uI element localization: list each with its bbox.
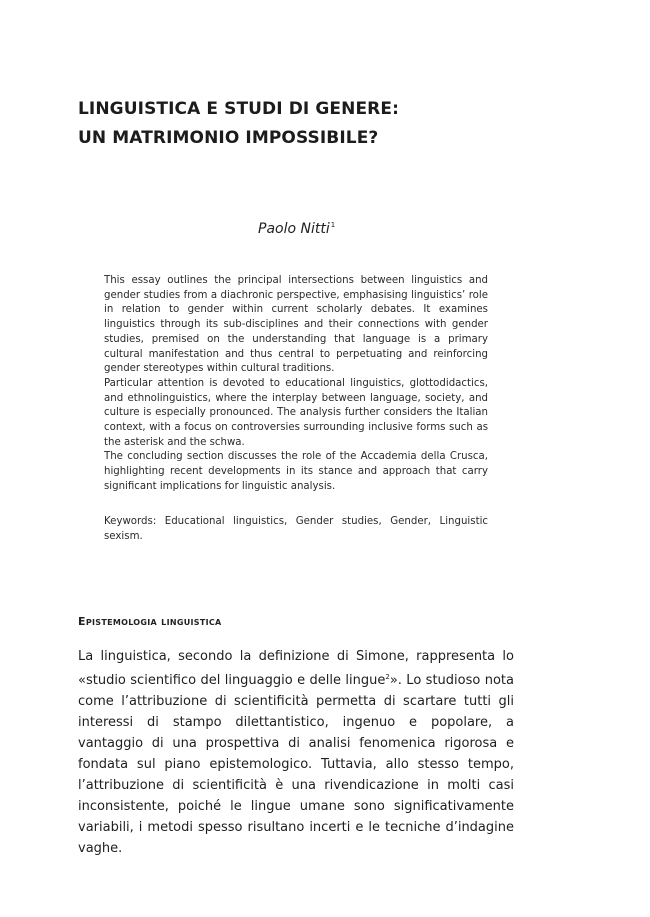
page-title: [78, 95, 578, 153]
title-line-2: UN MATRIMONIO IMPOSSIBILE?: [78, 128, 379, 148]
abstract-paragraph-3: The concluding section discusses the role of the Accademia della Crusca, highlighting recent developments in its stance and approach that carry significant implications for linguistic analysis.: [104, 451, 488, 492]
abstract-paragraph-2: Particular attention is devoted to educational linguistics, glottodidactics, and ethnolinguistics, where the interplay between language, society, and culture is especially pronounced. The analysis further considers the Italian context, with a focus on controversies surrounding inclusive forms such as the asterisk and the schwa.: [104, 377, 488, 448]
body-paragraph: [78, 646, 514, 859]
keywords: Keywords: Educational linguistics, Gender studies, Gender, Linguistic sexism.: [104, 516, 488, 542]
author-footnote-mark: 1: [330, 221, 336, 229]
title-line-1: LINGUISTICA E STUDI DI GENERE:: [78, 99, 399, 119]
body-footnote-mark: 2: [385, 673, 390, 681]
body-text-part-1: La linguistica, secondo la definizione di Simone, rappresenta lo «studio scientifico del linguaggio e delle lingue: [78, 649, 514, 688]
author-name-text: Paolo Nitti: [258, 221, 330, 237]
abstract-paragraph-1: This essay outlines the principal intersections between linguistics and gender studies from a diachronic perspective, emphasising linguistics’ role in relation to gender within current scholarly debates. It examines linguistics through its sub-disciplines and their connections with gender studies, premised on the understanding that language is a primary cultural manifestation and thus central to perpetuating and reinforcing gender stereotypes within cultural traditions.: [104, 275, 488, 375]
abstract: [104, 274, 488, 495]
body-text-part-2: ». Lo studioso nota come l’attribuzione di scientificità permetta di scartare tutti gli interessi di stampo dilettantistico, ingenuo e popolare, a vantaggio di una prospettiva di analisi fenomenica rigorosa e fondata sul piano epistemologico. Tuttavia, allo stesso tempo, l’attribuzione di scientificità è una rivendicazione in molti casi inconsistente, poiché le lingue umane sono significativamente variabili, i metodi spesso risultano incerti e le tecniche d’indagine vaghe.: [78, 673, 514, 856]
section-heading: Epistemologia linguistica: [78, 615, 222, 628]
author-name: [258, 221, 335, 237]
